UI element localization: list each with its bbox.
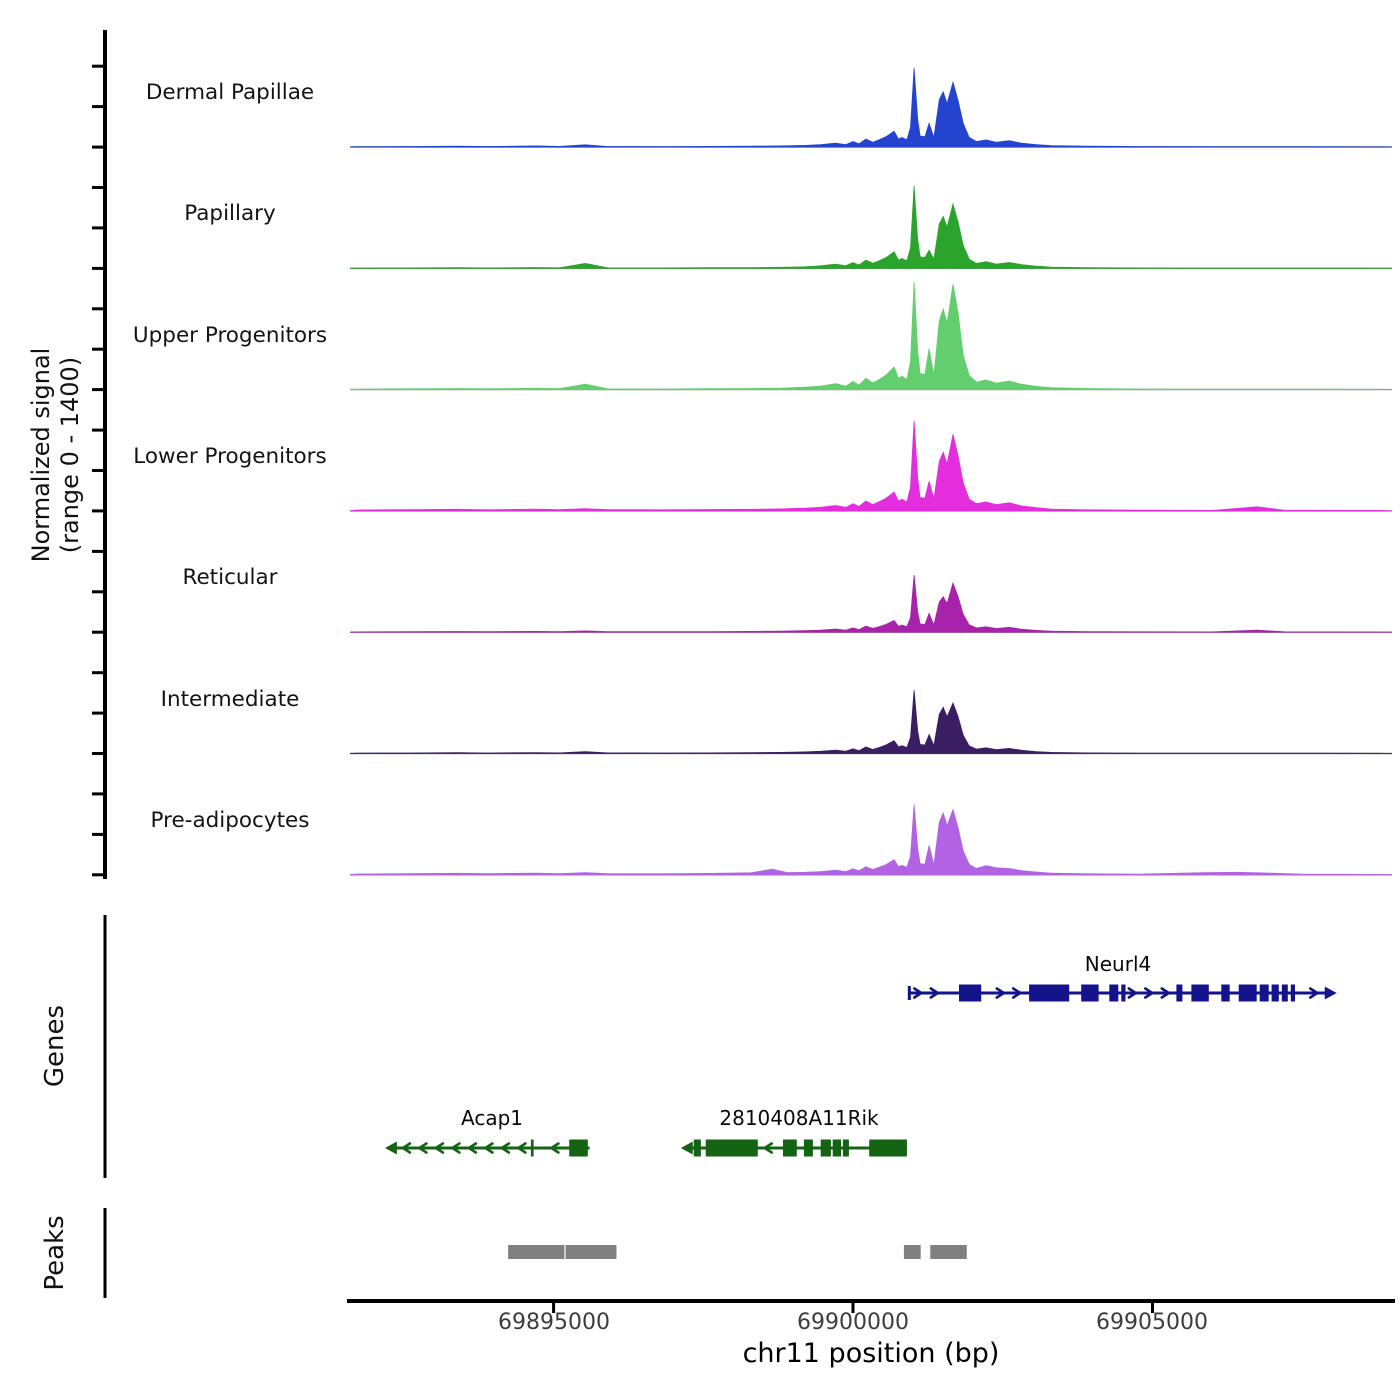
- y-axis-tick: [92, 186, 104, 189]
- gene-exon: [1272, 985, 1279, 1002]
- y-axis-label-line1: Normalized signal: [27, 347, 55, 563]
- gene-label: Acap1: [460, 1106, 524, 1130]
- y-axis-tick: [92, 833, 104, 836]
- gene-exon: [1221, 985, 1229, 1002]
- track-label: Lower Progenitors: [133, 443, 327, 469]
- gene-exon: [821, 1140, 831, 1157]
- peaks-section-label: Peaks: [40, 1215, 70, 1291]
- track-label: Reticular: [182, 565, 278, 591]
- x-tick-label: 69895000: [498, 1310, 610, 1335]
- gene-exon: [531, 1140, 534, 1157]
- y-axis-tick: [92, 712, 104, 715]
- y-axis-tick: [92, 792, 104, 795]
- gene-exon: [783, 1140, 797, 1157]
- signal-area-papillary: [350, 186, 1392, 268]
- signal-area-reticular: [350, 575, 1392, 632]
- y-axis-spine: [103, 30, 107, 879]
- y-axis-tick: [92, 509, 104, 512]
- y-axis-tick: [92, 550, 104, 553]
- track-label: Upper Progenitors: [132, 322, 328, 348]
- peaks-axis-spine: [104, 1208, 107, 1298]
- genes-axis-spine: [104, 915, 107, 1178]
- gene-exon: [1176, 985, 1182, 1002]
- gene-exon: [1081, 985, 1098, 1002]
- y-axis-tick: [92, 752, 104, 755]
- y-axis-tick: [92, 631, 104, 634]
- gene-exon: [706, 1140, 758, 1157]
- y-axis-tick: [92, 65, 104, 68]
- peak-box: [904, 1245, 921, 1259]
- y-axis-tick: [92, 105, 104, 108]
- y-axis-tick: [92, 267, 104, 270]
- track-label: Dermal Papillae: [145, 80, 315, 105]
- y-axis-tick: [92, 873, 104, 876]
- track-label: Intermediate: [160, 686, 300, 712]
- x-tick-label: 69905000: [1096, 1310, 1208, 1335]
- y-axis-tick: [92, 469, 104, 472]
- y-axis-tick: [92, 590, 104, 593]
- gene-exon: [843, 1140, 849, 1157]
- track-label: Papillary: [184, 201, 276, 227]
- genes-section-label: Genes: [40, 1004, 70, 1088]
- y-axis-tick: [92, 348, 104, 351]
- gene-exon: [569, 1140, 588, 1157]
- gene-exon: [1282, 985, 1288, 1002]
- y-axis-label-line2: (range 0 - 1400): [56, 356, 84, 554]
- x-axis-line: [347, 1299, 1395, 1303]
- gene-exon: [694, 1140, 701, 1157]
- gene-exon: [1109, 985, 1118, 1002]
- y-axis-tick: [92, 146, 104, 149]
- y-axis-tick: [92, 671, 104, 674]
- gene-label: Neurl4: [1084, 952, 1152, 976]
- gene-exon: [959, 985, 981, 1002]
- gene-exon: [1239, 985, 1257, 1002]
- gene-end-arrow-icon: [681, 1142, 693, 1155]
- x-tick-label: 69900000: [797, 1310, 909, 1335]
- gene-exon: [869, 1140, 907, 1157]
- peak-box: [508, 1245, 564, 1259]
- gene-end-arrow-icon: [385, 1142, 397, 1155]
- x-axis-title: chr11 position (bp): [742, 1338, 1000, 1369]
- y-axis-tick: [92, 388, 104, 391]
- signal-area-intermediate: [350, 690, 1392, 753]
- gene-label: 2810408A11Rik: [719, 1106, 879, 1130]
- gene-start-marker: [908, 986, 911, 1000]
- y-axis-label: [27, 348, 85, 563]
- y-axis-tick: [92, 429, 104, 432]
- gene-exon: [804, 1140, 813, 1157]
- gene-exon: [1260, 985, 1269, 1002]
- gene-end-arrow-icon: [1325, 987, 1337, 1000]
- signal-area-pre-adipocytes: [350, 805, 1392, 875]
- y-axis-tick: [92, 307, 104, 310]
- gene-exon: [1191, 985, 1208, 1002]
- peak-box: [930, 1245, 967, 1259]
- gene-exon: [1121, 985, 1125, 1002]
- gene-exon: [1291, 985, 1295, 1002]
- track-label: Pre-adipocytes: [150, 807, 310, 833]
- peak-box: [566, 1245, 617, 1259]
- y-axis-tick: [92, 226, 104, 229]
- signal-area-dermal-papillae: [350, 68, 1392, 147]
- gene-exon: [1029, 985, 1069, 1002]
- signal-area-upper-progenitors: [350, 282, 1392, 389]
- signal-area-lower-progenitors: [350, 421, 1392, 511]
- gene-exon: [833, 1140, 841, 1157]
